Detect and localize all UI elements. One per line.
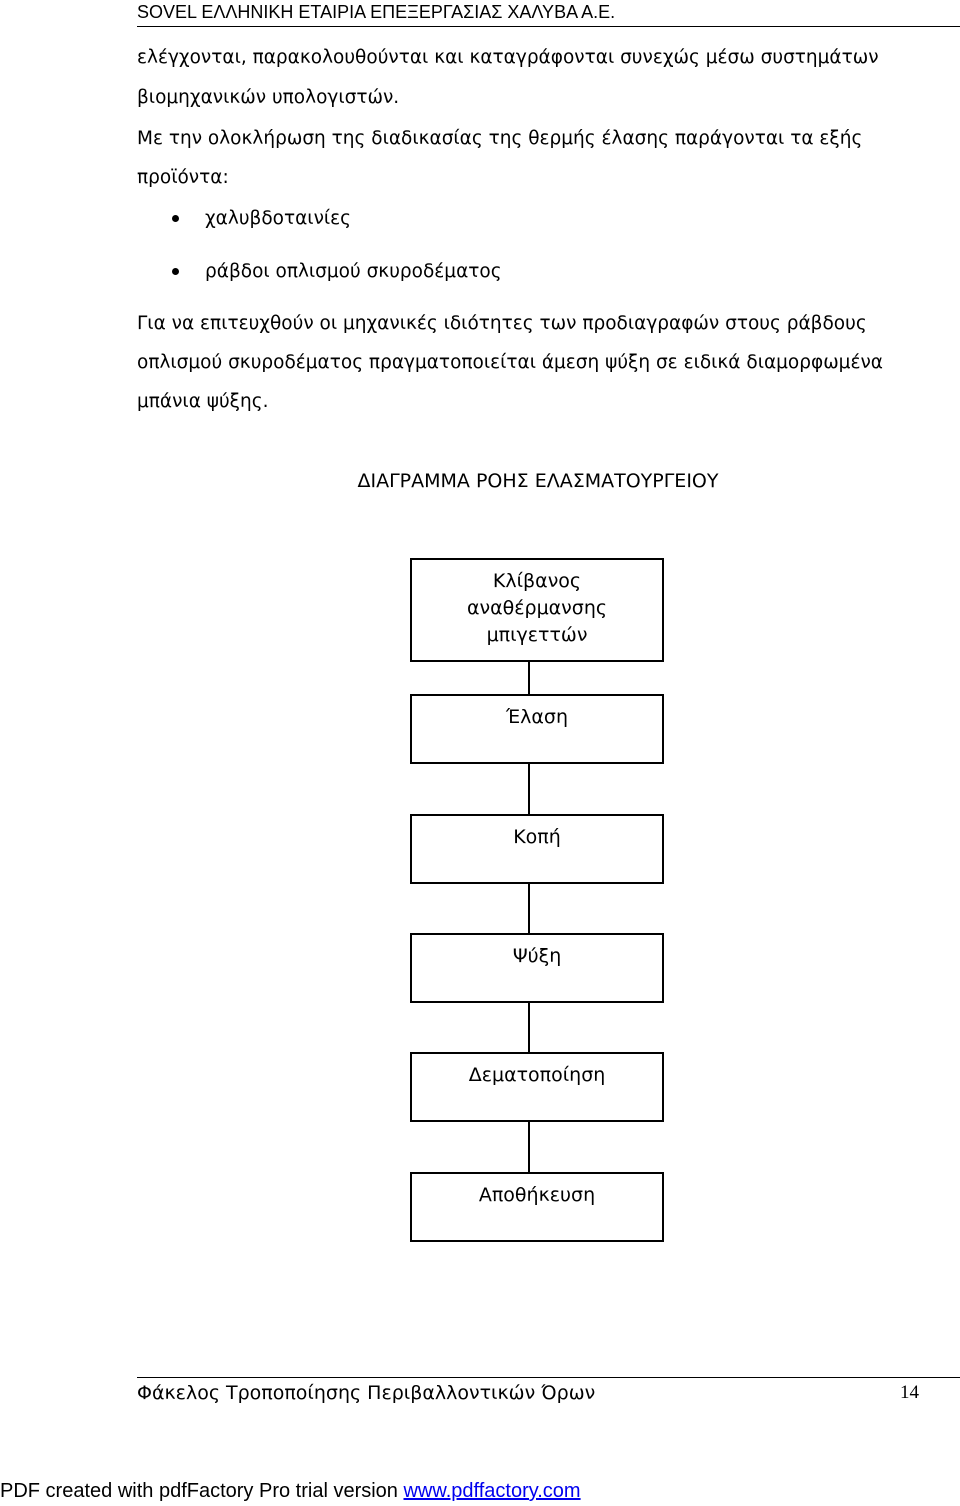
flow-step-label: αναθέρμανσης: [466, 597, 608, 619]
footer-divider: [137, 1377, 960, 1378]
flow-step-label: Κοπή: [513, 826, 561, 848]
pdffactory-link[interactable]: www.pdffactory.com: [403, 1480, 581, 1502]
product-item-rebar: ράβδοι οπλισμού σκυροδέματος: [205, 261, 502, 282]
bullet-dot: [172, 215, 179, 222]
flow-step-label: μπιγεττών: [486, 624, 588, 646]
pdf-note-text: PDF created with pdfFactory Pro trial version: [0, 1480, 404, 1502]
flow-step-label: Έλαση: [505, 706, 569, 728]
flow-step-cooling: [410, 933, 664, 1003]
flow-step-label: Δεματοποίηση: [468, 1064, 606, 1086]
flow-connector: [528, 1120, 530, 1174]
flow-connector: [528, 882, 530, 935]
flow-step-cutting: [410, 814, 664, 884]
flow-connector: [528, 1001, 530, 1054]
paragraph-2-line-1: Με την ολοκλήρωση της διαδικασίας της θερμής έλασης παράγονται τα εξής: [137, 128, 863, 149]
paragraph-2-line-2: προϊόντα:: [137, 167, 229, 188]
flow-step-reheating-furnace: [410, 558, 664, 662]
flow-step-label: Ψύξη: [512, 945, 562, 967]
flow-step-rolling: [410, 694, 664, 764]
flow-step-label: Κλίβανος: [492, 570, 582, 592]
flow-step-bundling: [410, 1052, 664, 1122]
flow-connector: [528, 762, 530, 816]
bullet-dot: [172, 268, 179, 275]
paragraph-1-line-1: ελέγχονται, παρακολουθούνται και καταγράφονται συνεχώς μέσω συστημάτων: [137, 47, 879, 68]
paragraph-1-line-2: βιομηχανικών υπολογιστών.: [137, 87, 400, 108]
product-item-steel-strips: χαλυβδοταινίες: [205, 208, 352, 229]
paragraph-3-line-2: οπλισμού σκυροδέματος πραγματοποιείται άμεση ψύξη σε ειδικά διαμορφωμένα: [137, 352, 883, 373]
paragraph-3-line-3: μπάνια ψύξης.: [137, 391, 269, 412]
page-number: 14: [900, 1382, 919, 1403]
flow-step-storage: [410, 1172, 664, 1242]
page-header: [137, 0, 960, 27]
flow-step-label: Αποθήκευση: [478, 1184, 596, 1206]
diagram-title: ΔΙΑΓΡΑΜΜΑ ΡΟΗΣ ΕΛΑΣΜΑΤΟΥΡΓΕΙΟΥ: [357, 470, 719, 492]
flow-connector: [528, 660, 530, 696]
paragraph-3-line-1: Για να επιτευχθούν οι μηχανικές ιδιότητες των προδιαγραφών στους ράβδους: [137, 313, 867, 334]
pdf-generator-note: [0, 1477, 581, 1505]
header-company-name: SOVEL ΕΛΛΗΝΙΚΗ ΕΤΑΙΡΙΑ ΕΠΕΞΕΡΓΑΣΙΑΣ ΧΑΛΥΒΑ Α.Ε.: [137, 2, 616, 22]
footer-title: Φάκελος Τροποποίησης Περιβαλλοντικών Όρων: [137, 1382, 596, 1404]
